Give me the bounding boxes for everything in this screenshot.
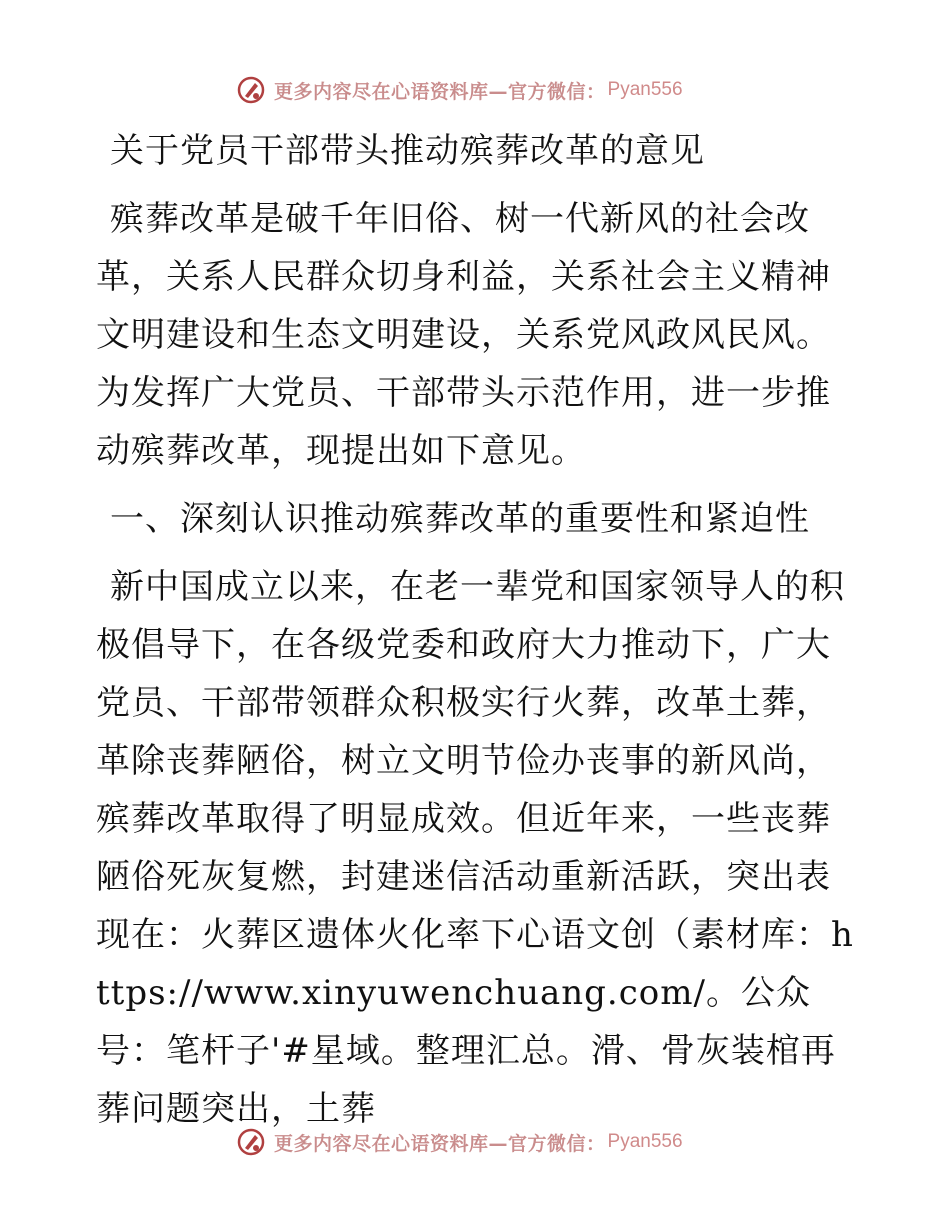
footer-watermark [236,1125,756,1159]
pen-nib-circle-icon [236,75,266,105]
intro-paragraph: 殡葬改革是破千年旧俗、树一代新风的社会改革，关系人民群众切身利益，关系社会主义精神文明建设和生态文明建设，关系党风政风民风。为发挥广大党员、干部带头示范作用，进一步推动殡葬改革，现提出如下意见。 [96,199,831,471]
pen-nib-circle-icon [236,1127,266,1157]
watermark-contact: Pyan556 [607,1131,683,1152]
document-title: 关于党员干部带头推动殡葬改革的意见 [110,131,705,171]
section-paragraph: 新中国成立以来，在老一辈党和国家领导人的积极倡导下，在各级党委和政府大力推动下，广大党员、干部带领群众积极实行火葬，改革土葬，革除丧葬陋俗，树立文明节俭办丧事的新风尚，殡葬改革取得了明显成效。但近年来，一些丧葬陋俗死灰复燃，封建迷信活动重新活跃，突出表现在：火葬区遗体火化率下心语文创（素材库：https://www.xinyuwenchuang.com/。公众号：笔杆子'#星域。整理汇总。滑、骨灰装棺再葬问题突出，土葬 [96,567,854,1129]
watermark-text: 更多内容尽在心语资料库—官方微信： [274,1132,606,1155]
watermark-text: 更多内容尽在心语资料库—官方微信： [274,80,606,103]
document-body [96,122,856,1138]
watermark-contact: Pyan556 [607,79,683,100]
section-heading: 一、深刻认识推动殡葬改革的重要性和紧迫性 [110,499,810,539]
header-watermark [236,73,756,107]
